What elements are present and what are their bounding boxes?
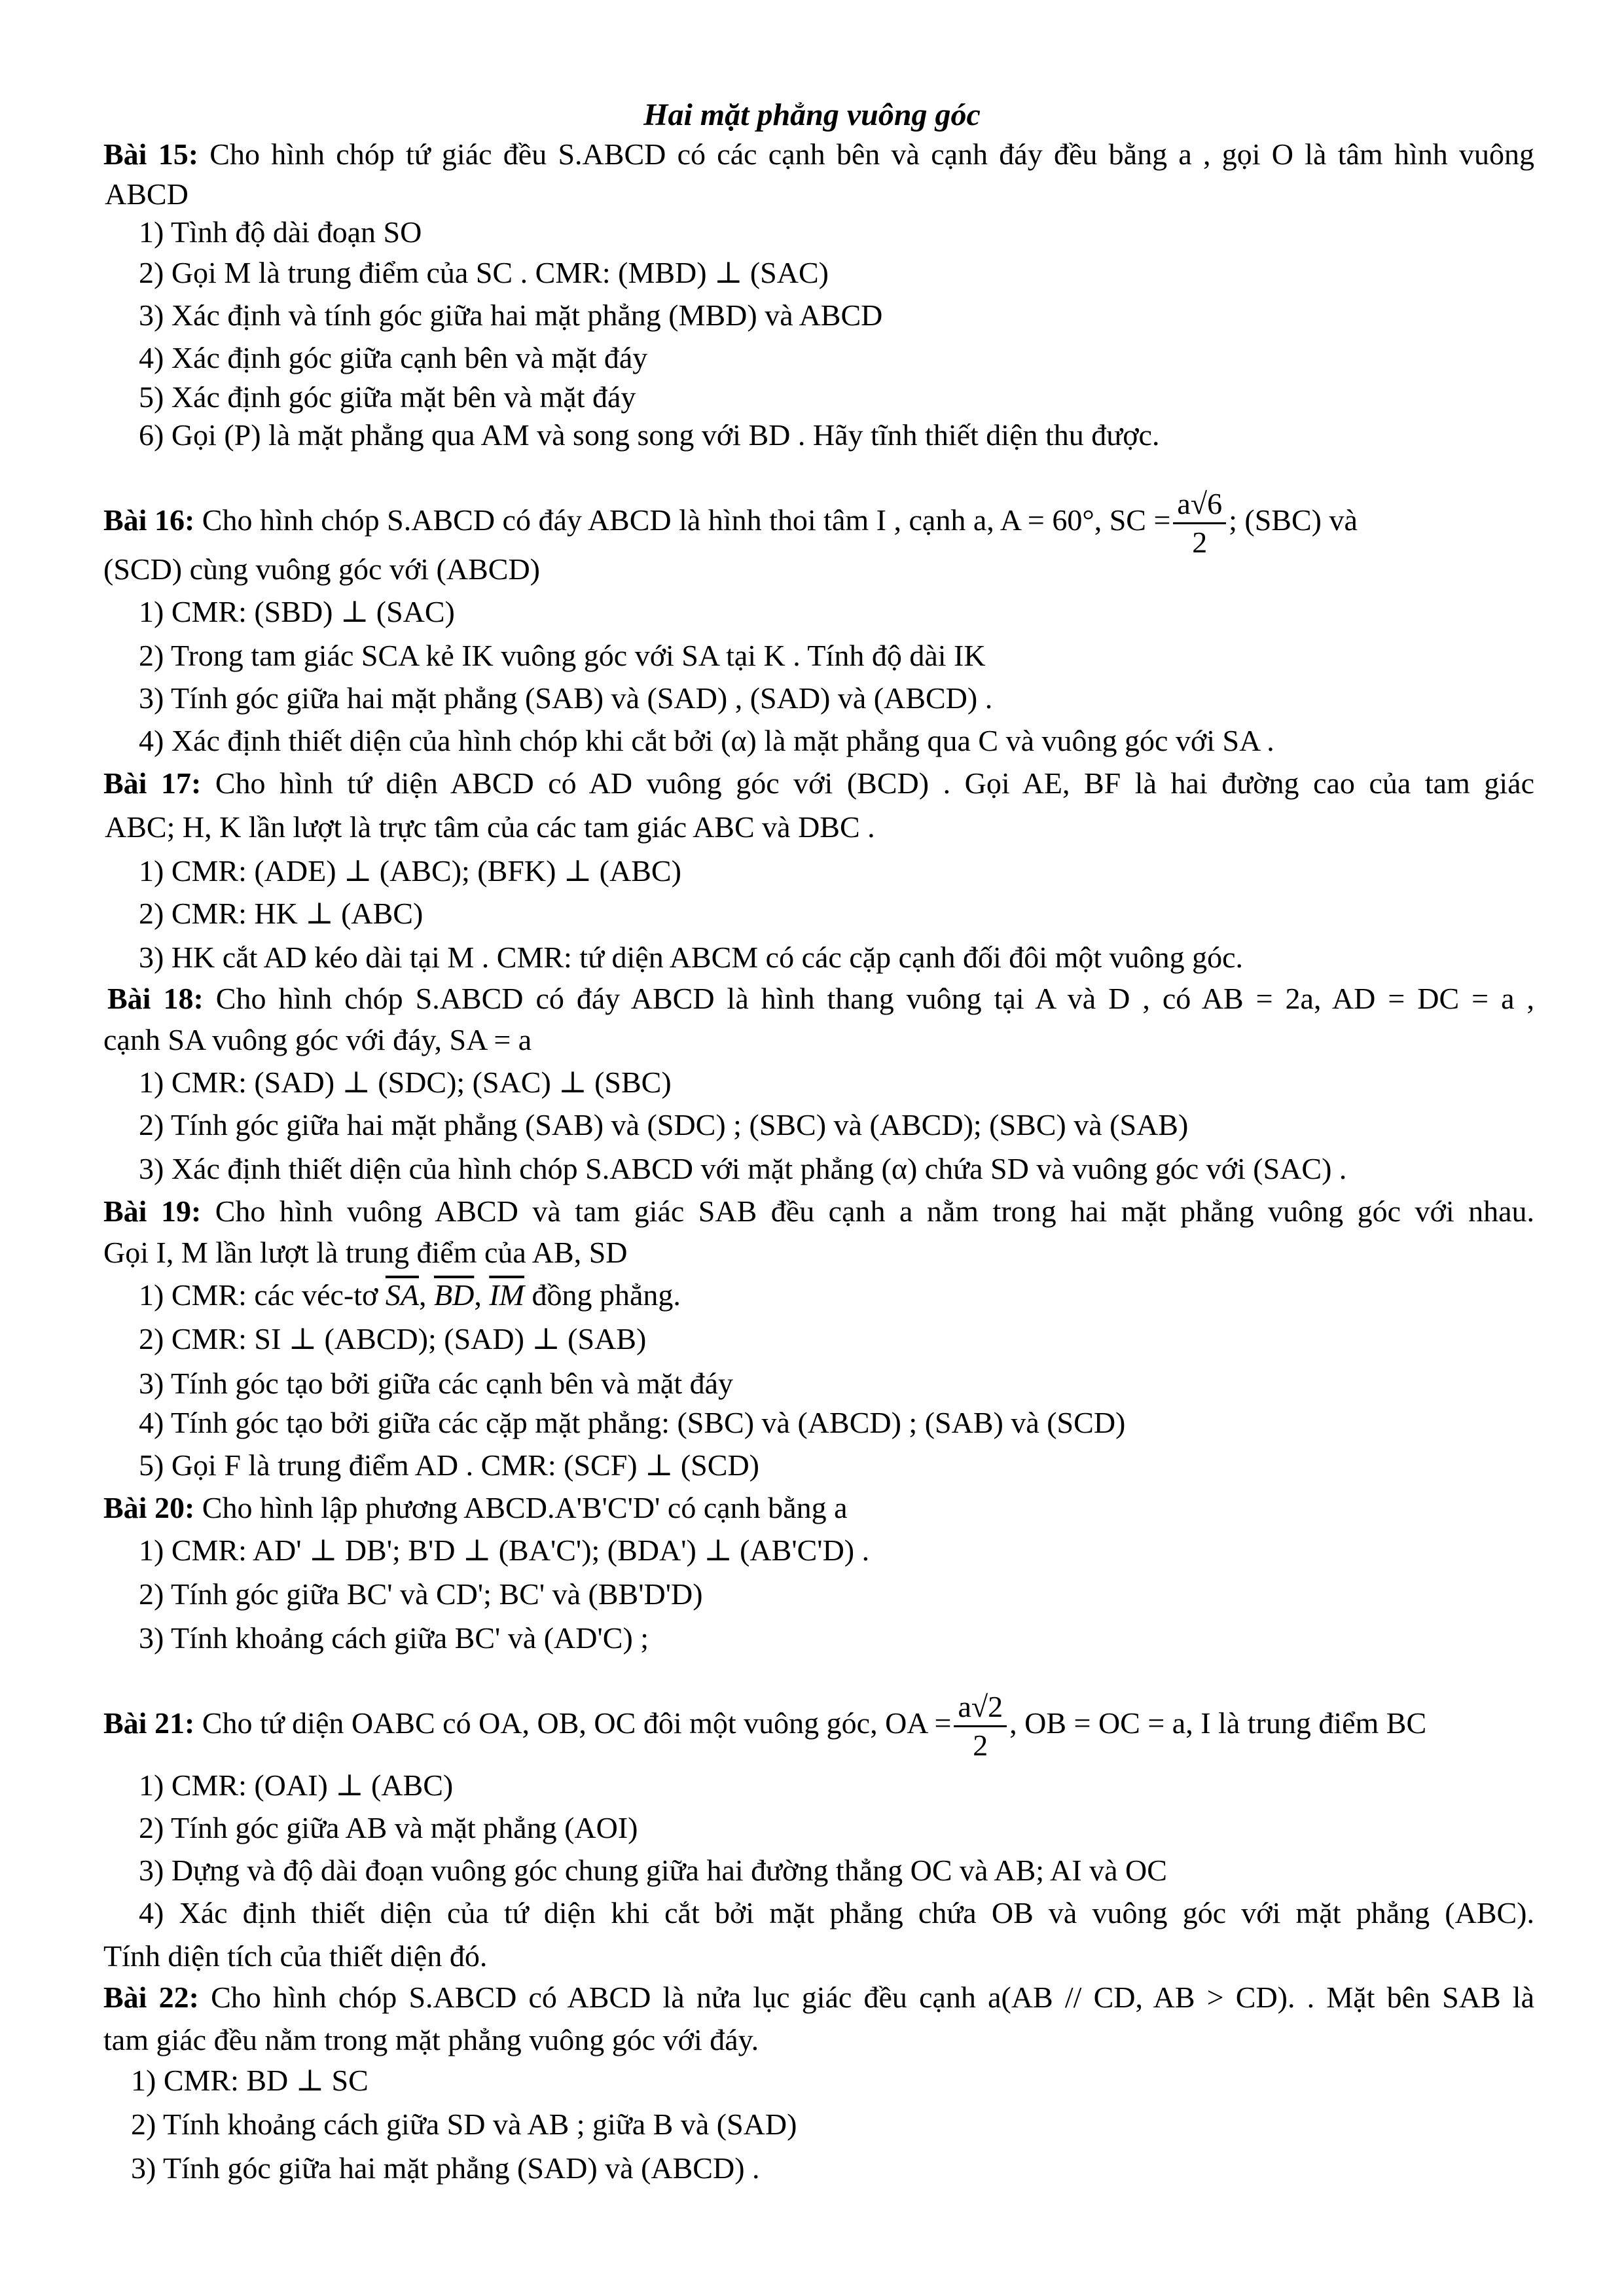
exercise-15-statement: Bài 15: Cho hình chóp tứ giác đều S.ABCD có các cạnh bên và cạnh đáy đều bằng a , gọi O là tâm hình vuông — [103, 137, 1534, 171]
exercise-label: Bài 16: — [103, 503, 195, 537]
exercise-20-statement: Bài 20: Cho hình lập phương ABCD.A'B'C'D' có cạnh bằng a — [103, 1491, 848, 1524]
page-title: Hai mặt phẳng vuông góc — [643, 98, 981, 132]
exercise-22-item-1: 1) CMR: BD ⊥ SC — [131, 2064, 369, 2097]
exercise-16-item-2: 2) Trong tam giác SCA kẻ IK vuông góc với SA tại K . Tính độ dài IK — [139, 639, 986, 672]
exercise-18-statement: Bài 18: Cho hình chóp S.ABCD có đáy ABCD là hình thang vuông tại A và D , có AB = 2a, AD = DC = a , — [107, 982, 1535, 1015]
exercise-19-item-4: 4) Tính góc tạo bởi giữa các cặp mặt phẳng: (SBC) và (ABCD) ; (SAB) và (SCD) — [139, 1406, 1126, 1439]
exercise-18-item-3: 3) Xác định thiết diện của hình chóp S.ABCD với mặt phẳng (α) chứa SD và vuông góc với (SAC) . — [139, 1152, 1347, 1185]
exercise-label: Bài 21: — [103, 1706, 195, 1740]
exercise-15-item-1: 1) Tình độ dài đoạn SO — [139, 215, 422, 249]
exercise-19-item-1-end: đồng phẳng. — [524, 1278, 681, 1312]
exercise-label: Bài 22: — [103, 1981, 199, 2014]
exercise-22-statement: Bài 22: Cho hình chóp S.ABCD có ABCD là nửa lục giác đều cạnh a(AB // CD, AB > CD). . Mặt bên SAB là — [103, 1981, 1534, 2014]
exercise-label: Bài 17: — [103, 766, 202, 800]
vector-sa: $\overline{SA}$ — [385, 1278, 419, 1312]
exercise-21-item-4: 4) Xác định thiết diện của tứ diện khi cắt bởi mặt phẳng chứa OB và vuông góc với mặt phẳng (ABC). — [139, 1896, 1534, 1929]
exercise-21-item-3: 3) Dựng và độ dài đoạn vuông góc chung giữa hai đường thẳng OC và AB; AI và OC — [139, 1854, 1167, 1887]
exercise-17-statement-cont: ABC; H, K lần lượt là trực tâm của các tam giác ABC và DBC . — [105, 810, 875, 844]
exercise-17-item-2: 2) CMR: HK ⊥ (ABC) — [139, 897, 424, 930]
exercise-21-item-4-cont: Tính diện tích của thiết diện đó. — [103, 1939, 488, 1973]
exercise-16-item-3: 3) Tính góc giữa hai mặt phẳng (SAB) và (SAD) , (SAD) và (ABCD) . — [139, 681, 993, 715]
fraction-sc-numerator: a√6 — [1173, 486, 1226, 524]
vector-bd: $\overline{BD}$ — [433, 1278, 475, 1312]
exercise-18-statement-cont: cạnh SA vuông góc với đáy, SA = a — [103, 1023, 532, 1056]
exercise-19-item-1: 1) CMR: các véc-tơ $\overline{SA}$, $\overline{BD}$, $\overline{IM}$ đồng phẳng. — [139, 1278, 681, 1312]
exercise-22-item-2: 2) Tính khoảng cách giữa SD và AB ; giữa B và (SAD) — [131, 2108, 797, 2141]
exercise-20-item-2: 2) Tính góc giữa BC' và CD'; BC' và (BB'D'D) — [139, 1577, 703, 1611]
exercise-22-statement-cont: tam giác đều nằm trong mặt phẳng vuông góc với đáy. — [103, 2023, 759, 2056]
exercise-15-item-5: 5) Xác định góc giữa mặt bên và mặt đáy — [139, 380, 636, 414]
exercise-label: Bài 18: — [107, 982, 204, 1015]
exercise-16-statement-end: ; (SBC) và — [1229, 503, 1358, 537]
exercise-label: Bài 20: — [103, 1491, 195, 1524]
exercise-18-item-1: 1) CMR: (SAD) ⊥ (SDC); (SAC) ⊥ (SBC) — [139, 1066, 672, 1099]
exercise-label: Bài 15: — [103, 137, 199, 171]
exercise-16-statement-start: Bài 16: Cho hình chóp S.ABCD có đáy ABCD là hình thoi tâm I , cạnh a, A = 60°, SC = — [103, 503, 1171, 537]
fraction-oa-numerator: a√2 — [954, 1689, 1007, 1727]
exercise-19-statement: Bài 19: Cho hình vuông ABCD và tam giác SAB đều cạnh a nằm trong hai mặt phẳng vuông góc với nhau. — [103, 1194, 1535, 1228]
fraction-sc-denominator: 2 — [1192, 525, 1208, 559]
exercise-16-item-4: 4) Xác định thiết diện của hình chóp khi cắt bởi (α) là mặt phẳng qua C và vuông góc với SA . — [139, 724, 1274, 757]
exercise-21-item-2: 2) Tính góc giữa AB và mặt phẳng (AOI) — [139, 1811, 638, 1844]
exercise-15-item-2: 2) Gọi M là trung điểm của SC . CMR: (MBD) ⊥ (SAC) — [139, 256, 829, 289]
exercise-21-statement-end: , OB = OC = a, I là trung điểm BC — [1009, 1706, 1427, 1740]
exercise-21-statement-start: Bài 21: Cho tứ diện OABC có OA, OB, OC đôi một vuông góc, OA = — [103, 1706, 952, 1740]
exercise-21-statement — [103, 1681, 1534, 1766]
fraction-sc — [1173, 486, 1226, 561]
fraction-oa — [954, 1689, 1007, 1764]
exercise-15-item-3: 3) Xác định và tính góc giữa hai mặt phẳng (MBD) và ABCD — [139, 298, 883, 332]
exercise-15-statement-cont: ABCD — [105, 177, 189, 211]
exercise-15-item-4: 4) Xác định góc giữa cạnh bên và mặt đáy — [139, 341, 648, 374]
exercise-19-item-3: 3) Tính góc tạo bởi giữa các cạnh bên và mặt đáy — [139, 1367, 734, 1400]
exercise-19-statement-cont: Gọi I, M lần lượt là trung điểm của AB, SD — [103, 1236, 628, 1269]
exercise-17-item-3: 3) HK cắt AD kéo dài tại M . CMR: tứ diện ABCM có các cặp cạnh đối đôi một vuông góc. — [139, 941, 1244, 974]
fraction-oa-denominator: 2 — [973, 1728, 988, 1762]
exercise-20-item-1: 1) CMR: AD' ⊥ DB'; B'D ⊥ (BA'C'); (BDA') ⊥ (AB'C'D) . — [139, 1534, 870, 1567]
vector-im: $\overline{IM}$ — [489, 1278, 524, 1312]
exercise-17-statement: Bài 17: Cho hình tứ diện ABCD có AD vuông góc với (BCD) . Gọi AE, BF là hai đường cao của tam giác — [103, 766, 1534, 800]
exercise-20-item-3: 3) Tính khoảng cách giữa BC' và (AD'C) ; — [139, 1621, 649, 1655]
exercise-17-item-1: 1) CMR: (ADE) ⊥ (ABC); (BFK) ⊥ (ABC) — [139, 854, 681, 888]
exercise-19-item-1-start: 1) CMR: các véc-tơ — [139, 1278, 386, 1312]
exercise-16-statement-cont: (SCD) cùng vuông góc với (ABCD) — [103, 552, 540, 586]
exercise-label: Bài 19: — [103, 1194, 202, 1228]
exercise-22-item-3: 3) Tính góc giữa hai mặt phẳng (SAD) và (ABCD) . — [131, 2151, 760, 2185]
exercise-15-item-6: 6) Gọi (P) là mặt phẳng qua AM và song song với BD . Hãy tĩnh thiết diện thu được. — [139, 418, 1160, 452]
exercise-18-item-2: 2) Tính góc giữa hai mặt phẳng (SAB) và (SDC) ; (SBC) và (ABCD); (SBC) và (SAB) — [139, 1108, 1189, 1141]
exercise-19-item-2: 2) CMR: SI ⊥ (ABCD); (SAD) ⊥ (SAB) — [139, 1322, 647, 1355]
exercise-21-item-1: 1) CMR: (OAI) ⊥ (ABC) — [139, 1768, 454, 1802]
exercise-19-item-5: 5) Gọi F là trung điểm AD . CMR: (SCF) ⊥ (SCD) — [139, 1448, 759, 1482]
exercise-16-item-1: 1) CMR: (SBD) ⊥ (SAC) — [139, 595, 455, 628]
